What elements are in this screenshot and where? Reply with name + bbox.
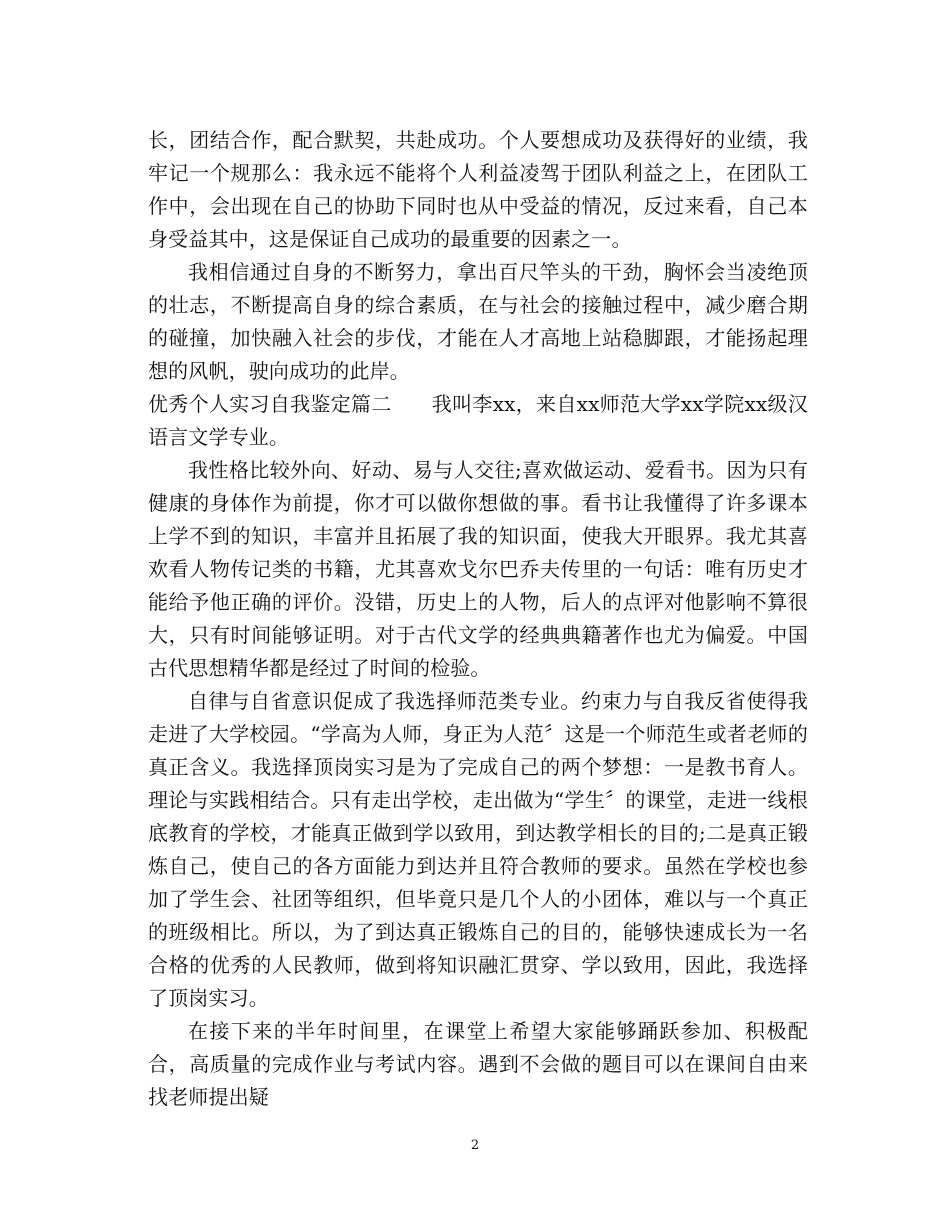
paragraph-team-success: 长，团结合作，配合默契，共赴成功。个人要想成功及获得好的业绩，我牢记一个规那么：我永远不能将个人利益凌驾于团队利益之上，在团队工作中，会出现在自己的协助下同时也从中受益的情况，反过来看，自己本身受益其中，这是保证自己成功的最重要的因素之一。 (148, 128, 808, 251)
intro-text: 我叫李xx，来自xx师范大学xx学院xx级汉语言文学专业。 (148, 392, 808, 449)
section-heading: 优秀个人实习自我鉴定篇二 (148, 392, 392, 416)
paragraph-personality: 我性格比较外向、好动、易与人交往;喜欢做运动、爱看书。因为只有健康的身体作为前提，你才可以做你想做的事。看书让我懂得了许多课本上学不到的知识，丰富并且拓展了我的知识面，使我大开眼界。我尤其喜欢看人物传记类的书籍，尤其喜欢戈尔巴乔夫传里的一句话：唯有历史才能给予他正确的评价。没错，历史上的人物，后人的点评对他影响不算很大，只有时间能够证明。对于古代文学的经典典籍著作也尤为偏爱。中国古代思想精华都是经过了时间的检验。 (148, 458, 808, 680)
paragraph-section-two-intro (148, 388, 808, 454)
paragraph-major-choice: 自律与自省意识促成了我选择师范类专业。约束力与自我反省使得我走进了大学校园。“学高为人师，身正为人范〞这是一个师范生或者老师的真正含义。我选择顶岗实习是为了完成自己的两个梦想：一是教书育人。理论与实践相结合。只有走出学校，走出做为“学生〞的课堂，走进一线根底教育的学校，才能真正做到学以致用，到达教学相长的目的;二是真正锻炼自己，使自己的各方面能力到达并且符合教师的要求。虽然在学校也参加了学生会、社团等组织，但毕竟只是几个人的小团体，难以与一个真正的班级相比。所以，为了到达真正锻炼自己的目的，能够快速成长为一名合格的优秀的人民教师，做到将知识融汇贯穿、学以致用，因此，我选择了顶岗实习。 (148, 689, 808, 1010)
paragraph-next-half-year: 在接下来的半年时间里，在课堂上希望大家能够踊跃参加、积极配合，高质量的完成作业与考试内容。遇到不会做的题目可以在课间自由来找老师提出疑 (148, 1019, 808, 1109)
paragraph-self-belief: 我相信通过自身的不断努力，拿出百尺竿头的干劲，胸怀会当凌绝顶的壮志，不断提高自身的综合素质，在与社会的接触过程中，减少磨合期的碰撞，加快融入社会的步伐，才能在人才高地上站稳脚跟，才能扬起理想的风帆，驶向成功的此岸。 (148, 260, 808, 383)
page-number: 2 (470, 1138, 480, 1153)
document-body (148, 124, 808, 1114)
